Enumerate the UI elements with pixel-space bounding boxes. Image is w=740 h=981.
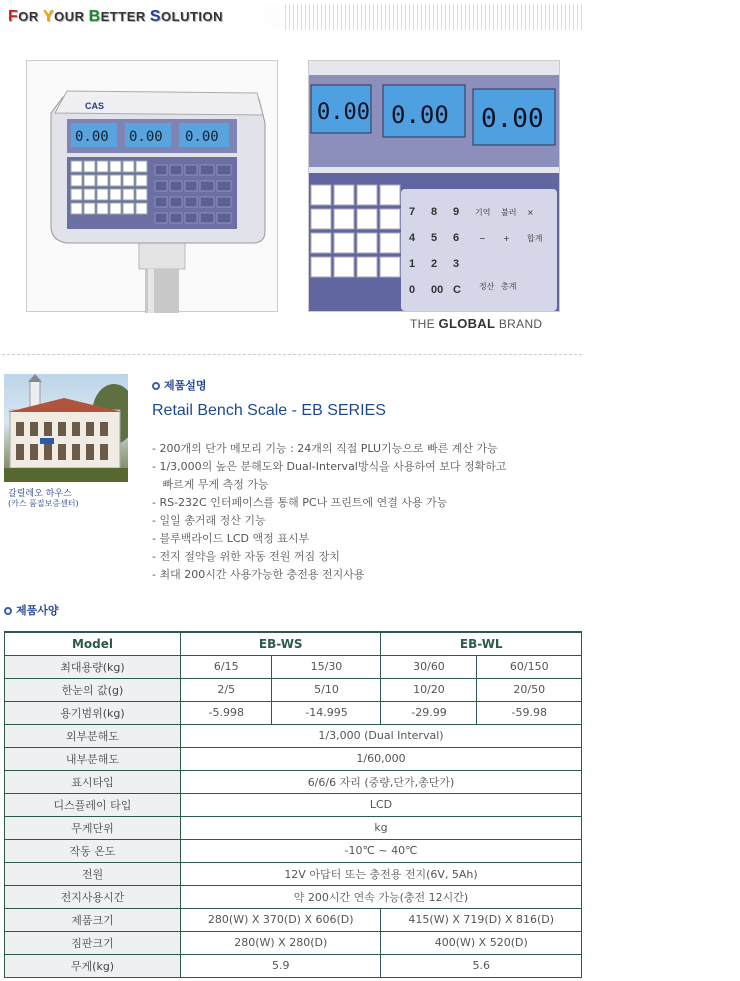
- description-section-title: [152, 377, 207, 393]
- spec-table: [4, 631, 582, 978]
- scale-closeup-illustration: [309, 61, 560, 312]
- spec-row: [5, 931, 582, 954]
- feature-item: 빠르게 무게 측정 가능: [152, 478, 269, 491]
- spec-row: [5, 839, 582, 862]
- spec-value: kg: [181, 816, 582, 839]
- spec-row: [5, 747, 582, 770]
- feature-item: - 블루백라이드 LCD 액정 표시부: [152, 532, 310, 545]
- slogan-word: OLUTION: [161, 9, 224, 24]
- spec-value: 5/10: [272, 678, 381, 701]
- svg-text:0.00: 0.00: [75, 129, 109, 145]
- spec-value: 20/50: [477, 678, 582, 701]
- spec-value: 30/60: [381, 655, 477, 678]
- feature-item: - 전지 절약을 위한 자동 전원 꺼짐 장치: [152, 550, 340, 563]
- spec-row: [5, 724, 582, 747]
- svg-text:0.00: 0.00: [129, 129, 163, 145]
- spec-row: [5, 770, 582, 793]
- spec-value: 2/5: [181, 678, 272, 701]
- spec-section-title: [4, 602, 59, 618]
- spec-value: 60/150: [477, 655, 582, 678]
- spec-value: LCD: [181, 793, 582, 816]
- scale-logo: CAS: [85, 101, 105, 111]
- galileo-house-photo: [4, 374, 128, 482]
- spec-row: [5, 793, 582, 816]
- feature-item: - 최대 200시간 사용가능한 충전용 전지사용: [152, 568, 365, 581]
- keypad-label: 합계: [527, 234, 543, 243]
- svg-text:0.00: 0.00: [391, 101, 449, 129]
- spec-row: [5, 885, 582, 908]
- spec-value-ws: 5.9: [181, 954, 381, 977]
- spec-value-ws: 280(W) X 370(D) X 606(D): [181, 908, 381, 931]
- spec-label: 내부분해도: [5, 747, 181, 770]
- keypad-digit: 00: [431, 284, 444, 296]
- product-photo-front: [26, 60, 278, 312]
- svg-text:0.00: 0.00: [317, 100, 370, 125]
- svg-text:0.00: 0.00: [185, 129, 219, 145]
- spec-value: 6/6/6 자리 (중량,단가,총단가): [181, 770, 582, 793]
- banner-stripes: [282, 4, 582, 30]
- slogan-word: OR: [18, 9, 43, 24]
- bullet-icon: [152, 382, 160, 390]
- header-eb-ws: EB-WS: [181, 632, 381, 655]
- spec-row: [5, 701, 582, 724]
- slogan-initial: Y: [42, 8, 55, 25]
- keypad-label: 불러: [501, 208, 517, 217]
- brand-bold: GLOBAL: [438, 316, 496, 331]
- slogan-text: [8, 8, 223, 26]
- spec-table-body: [5, 655, 582, 977]
- spec-label: 전원: [5, 862, 181, 885]
- spec-label: 최대용량(kg): [5, 655, 181, 678]
- keypad-digit: 2: [431, 258, 438, 270]
- spec-row: [5, 655, 582, 678]
- spec-value: 6/15: [181, 655, 272, 678]
- slogan-word: ETTER: [100, 9, 150, 24]
- feature-item: - 일일 총거래 정산 기능: [152, 514, 266, 527]
- spec-value: -59.98: [477, 701, 582, 724]
- spec-row: [5, 678, 582, 701]
- svg-text:0.00: 0.00: [481, 104, 544, 134]
- spec-value: 12V 아답터 또는 충전용 전지(6V, 5Ah): [181, 862, 582, 885]
- keypad-digit: 5: [431, 232, 438, 244]
- keypad-label: 총계: [501, 282, 517, 291]
- feature-list: [152, 440, 507, 584]
- spec-header-row: [5, 632, 582, 655]
- slogan-word: OUR: [54, 9, 89, 24]
- scale-front-illustration: [27, 61, 279, 313]
- spec-label: 한눈의 값(g): [5, 678, 181, 701]
- product-photo-closeup: [308, 60, 560, 312]
- spec-label: 무게단위: [5, 816, 181, 839]
- spec-label: 디스플레이 타입: [5, 793, 181, 816]
- spec-value-ws: 280(W) X 280(D): [181, 931, 381, 954]
- keypad-label: 기억: [475, 208, 491, 217]
- keypad-digit: 3: [453, 258, 460, 270]
- spec-label: 용기범위(kg): [5, 701, 181, 724]
- keypad-digit: 6: [453, 232, 460, 244]
- section-divider: [2, 354, 582, 355]
- slogan-banner: [6, 4, 582, 30]
- spec-label: 전지사용시간: [5, 885, 181, 908]
- spec-label: 외부분해도: [5, 724, 181, 747]
- keypad-label: ×: [527, 208, 534, 217]
- header-eb-wl: EB-WL: [381, 632, 582, 655]
- spec-value: -29.99: [381, 701, 477, 724]
- feature-item: - 200개의 단가 메모리 기능 : 24개의 직접 PLU기능으로 빠른 계산 가능: [152, 442, 498, 455]
- description-section-label: 제품설명: [164, 379, 207, 392]
- house-caption-subtitle: (카스 품질보증센터): [8, 499, 79, 508]
- keypad-digit: 7: [409, 206, 416, 218]
- product-headline: Retail Bench Scale - EB SERIES: [152, 402, 386, 419]
- spec-value: 1/3,000 (Dual Interval): [181, 724, 582, 747]
- header-model: Model: [5, 632, 181, 655]
- slogan-initial: S: [149, 8, 162, 25]
- spec-label: 무게(kg): [5, 954, 181, 977]
- spec-value: 1/60,000: [181, 747, 582, 770]
- keypad-digit: 9: [453, 206, 460, 218]
- keypad-label: 정산: [479, 282, 495, 291]
- spec-value: -14.995: [272, 701, 381, 724]
- spec-label: 제품크기: [5, 908, 181, 931]
- spec-value: 15/30: [272, 655, 381, 678]
- spec-section-label: 제품사양: [16, 604, 59, 617]
- keypad-digit: 1: [409, 258, 416, 270]
- slogan-initial: F: [8, 8, 19, 25]
- keypad-label: +: [503, 234, 510, 243]
- spec-value: 10/20: [381, 678, 477, 701]
- brand-suffix: BRAND: [495, 317, 543, 331]
- spec-row: [5, 862, 582, 885]
- spec-value-wl: 400(W) X 520(D): [381, 931, 582, 954]
- house-illustration: [4, 374, 128, 482]
- keypad-label: −: [479, 234, 486, 243]
- bullet-icon: [4, 607, 12, 615]
- spec-value: -5.998: [181, 701, 272, 724]
- feature-item: - 1/3,000의 높은 분해도와 Dual-Interval방식을 사용하여 보다 정확하고: [152, 460, 507, 473]
- spec-label: 짐판크기: [5, 931, 181, 954]
- spec-value: 약 200시간 연속 가능(충전 12시간): [181, 885, 582, 908]
- spec-label: 표시타입: [5, 770, 181, 793]
- spec-value-wl: 415(W) X 719(D) X 816(D): [381, 908, 582, 931]
- spec-row: [5, 954, 582, 977]
- feature-item: - RS-232C 인터페이스를 통해 PC나 프린트에 연결 사용 가능: [152, 496, 448, 509]
- spec-label: 작동 온도: [5, 839, 181, 862]
- house-caption-title: 갈릴레오 하우스: [8, 489, 72, 499]
- global-brand-tag: [410, 316, 542, 331]
- keypad-digit: 4: [409, 232, 416, 244]
- slogan-initial: B: [88, 8, 101, 25]
- keypad-digit: 0: [409, 284, 416, 296]
- spec-value-wl: 5.6: [381, 954, 582, 977]
- spec-value: -10℃ ~ 40℃: [181, 839, 582, 862]
- keypad-digit: C: [453, 284, 461, 296]
- keypad-digit: 8: [431, 206, 438, 218]
- spec-row: [5, 816, 582, 839]
- brand-prefix: THE: [410, 317, 439, 331]
- spec-row: [5, 908, 582, 931]
